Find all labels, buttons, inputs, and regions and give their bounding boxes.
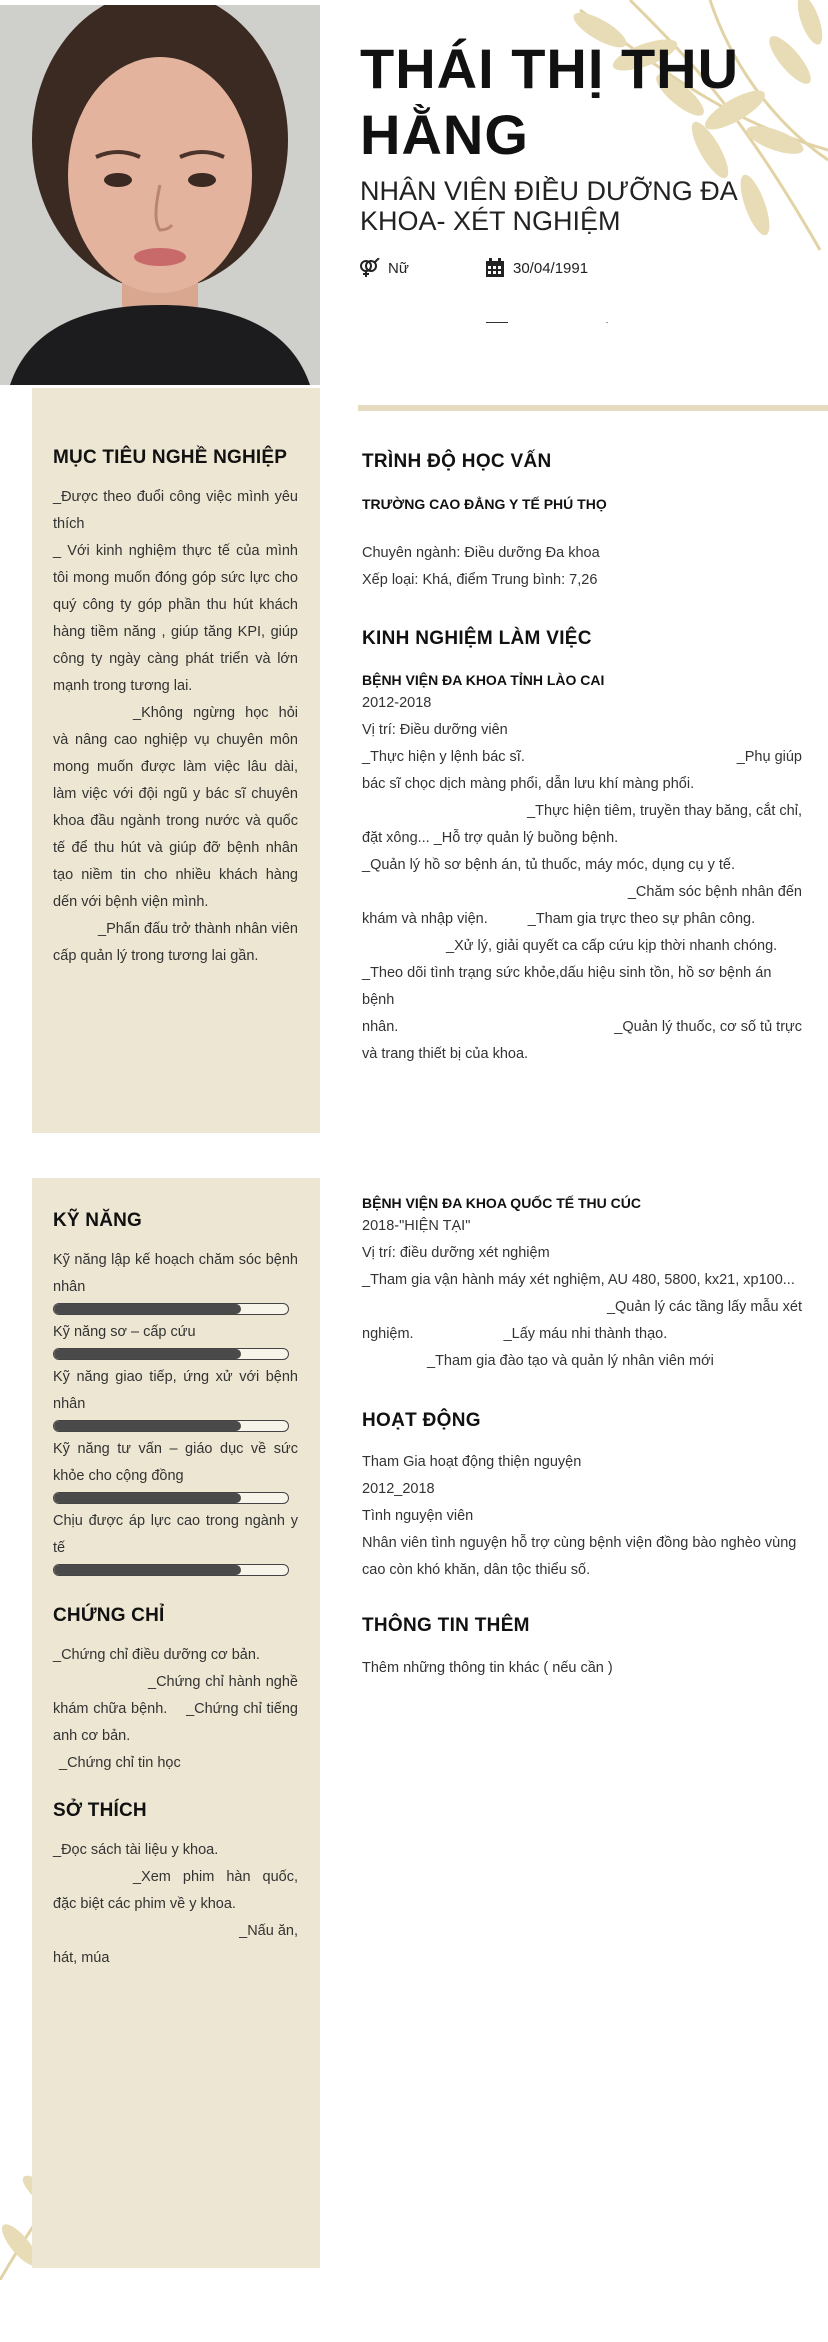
skill-bar-fill bbox=[54, 1349, 241, 1359]
job2-line: nghiệm. _Lấy máu nhi thành thạo. bbox=[362, 1326, 668, 1342]
gender-icon bbox=[358, 258, 380, 278]
skill-bar-fill bbox=[54, 1565, 241, 1575]
skill-label: Kỹ năng lập kế hoạch chăm sóc bệnh nhân bbox=[53, 1252, 298, 1295]
birthdate-value: 30/04/1991 bbox=[513, 259, 589, 277]
activity-line: Tham Gia hoạt động thiện nguyện bbox=[362, 1454, 582, 1470]
skill-item bbox=[53, 1508, 298, 1576]
birthdate-info bbox=[485, 258, 588, 278]
education-major: Chuyên ngành: Điều dưỡng Đa khoa bbox=[362, 545, 600, 561]
decorative-dot bbox=[606, 322, 608, 323]
objective-p1: _Được theo đuổi công việc mình yêu thích bbox=[53, 489, 298, 532]
job2-period: 2018-"HIỆN TẠI" bbox=[362, 1218, 471, 1234]
job1-period: 2012-2018 bbox=[362, 695, 432, 711]
job1-line: _Theo dõi tình trạng sức khỏe,dấu hiệu sinh tồn, hồ sơ bệnh án bệnh bbox=[362, 965, 772, 1008]
activities-heading: HOẠT ĐỘNG bbox=[362, 1410, 481, 1431]
objective-p2: _ Với kinh nghiệm thực tế của mình tôi mong muốn đóng góp sức lực cho quý công ty góp phần thu hút khách hàng tiềm năng , giúp tăng KPI, giúp công ty ngày càng phát triển và lớn mạnh trong tương lai. bbox=[53, 543, 298, 694]
certificate-item: _Chứng chỉ điều dưỡng cơ bản. bbox=[53, 1647, 260, 1663]
hobby-item: _Nấu ăn, bbox=[239, 1923, 298, 1939]
job1-line: _Thực hiện tiêm, truyền thay băng, cắt chỉ, bbox=[527, 803, 802, 819]
skill-bar bbox=[53, 1492, 289, 1504]
full-name: THÁI THỊ THU HẰNG bbox=[360, 37, 740, 166]
header-divider bbox=[358, 405, 828, 411]
job2-position: Vị trí: điều dưỡng xét nghiệm bbox=[362, 1245, 550, 1261]
certificate-item: _Chứng chỉ tiếng anh cơ bản. bbox=[53, 1701, 298, 1744]
education-heading: TRÌNH ĐỘ HỌC VẤN bbox=[362, 451, 552, 472]
objective-p3: _Không ngừng học hỏi và nâng cao nghiệp vụ chuyên môn mong muốn được làm việc lâu dài, làm việc với đội ngũ y bác sĩ chuyên khoa đầu ngành trong nước và quốc tế để thu hút và giúp đỡ bệnh nhân tạo niềm tin cho nhiều khách hàng dến với bệnh viện mình. bbox=[53, 705, 298, 910]
certificates-text bbox=[53, 1642, 298, 1777]
extra-info-heading: THÔNG TIN THÊM bbox=[362, 1615, 530, 1636]
skill-item bbox=[53, 1319, 298, 1360]
skills-heading: KỸ NĂNG bbox=[53, 1210, 143, 1231]
skill-item bbox=[53, 1436, 298, 1504]
activity-line: Tình nguyện viên bbox=[362, 1508, 474, 1524]
job2-details bbox=[362, 1213, 802, 1375]
job1-position: Vị trí: Điều dưỡng viên bbox=[362, 722, 508, 738]
certificate-item: _Chứng chỉ hành nghề khám chữa bệnh. _Chứng chỉ tiếng anh cơ bản. bbox=[53, 1674, 298, 1744]
objective-p4: _Phấn đấu trở thành nhân viên cấp quản lý trong tương lai gần. bbox=[53, 921, 298, 964]
school-name: TRƯỜNG CAO ĐẲNG Y TẾ PHÚ THỌ bbox=[362, 496, 607, 512]
job1-line: bác sĩ chọc dịch màng phổi, dẫn lưu khí màng phổi. bbox=[362, 776, 695, 792]
skill-label: Kỹ năng giao tiếp, ứng xử với bệnh nhân bbox=[53, 1369, 298, 1412]
certificate-item: _Chứng chỉ tin học bbox=[59, 1755, 181, 1771]
job1-line: _Quản lý hồ sơ bệnh án, tủ thuốc, máy móc, dụng cụ y tế. bbox=[362, 857, 736, 873]
objective-text bbox=[53, 484, 298, 970]
job1-line: _Xử lý, giải quyết ca cấp cứu kịp thời nhanh chóng. bbox=[446, 938, 778, 954]
job1-line: _Chăm sóc bệnh nhân đến bbox=[627, 884, 802, 900]
skill-bar-fill bbox=[54, 1421, 241, 1431]
experience-heading: KINH NGHIỆM LÀM VIỆC bbox=[362, 628, 592, 649]
job2-org: BỆNH VIỆN ĐA KHOA QUỐC TẾ THU CÚC bbox=[362, 1195, 641, 1211]
hobby-item: hát, múa bbox=[53, 1950, 110, 1966]
job1-line: nhân. _Quản lý thuốc, cơ số tủ trực bbox=[362, 1019, 802, 1035]
job2-line: _Tham gia đào tạo và quản lý nhân viên mới bbox=[427, 1353, 714, 1369]
job1-org: BỆNH VIỆN ĐA KHOA TỈNH LÀO CAI bbox=[362, 672, 605, 688]
hobby-item: _Xem phim hàn quốc, đặc biệt các phim về y khoa. bbox=[53, 1869, 298, 1912]
skill-bar-fill bbox=[54, 1304, 241, 1314]
calendar-icon bbox=[485, 258, 505, 278]
job-title: NHÂN VIÊN ĐIỀU DƯỠNG ĐA KHOA- XÉT NGHIỆM bbox=[360, 176, 737, 236]
job2-line: _Quản lý các tầng lấy mẫu xét bbox=[606, 1299, 802, 1315]
profile-photo bbox=[0, 5, 320, 385]
skill-label: Kỹ năng tư vấn – giáo dục về sức khỏe cho cộng đồng bbox=[53, 1441, 298, 1484]
objective-heading: MỤC TIÊU NGHỀ NGHIỆP bbox=[53, 447, 288, 468]
certificates-heading: CHỨNG CHỈ bbox=[53, 1605, 165, 1626]
gender-value: Nữ bbox=[388, 259, 409, 277]
job1-line: khám và nhập viện. _Tham gia trực theo sự phân công. bbox=[362, 911, 756, 927]
skill-bar bbox=[53, 1420, 289, 1432]
activities-details bbox=[362, 1449, 802, 1584]
job1-line: đặt xông... _Hỗ trợ quản lý buồng bệnh. bbox=[362, 830, 619, 846]
skill-label: Kỹ năng sơ – cấp cứu bbox=[53, 1324, 196, 1340]
hobbies-text bbox=[53, 1837, 298, 1972]
job1-details bbox=[362, 690, 802, 1068]
education-details bbox=[362, 540, 802, 594]
skill-label: Chịu được áp lực cao trong ngành y tế bbox=[53, 1513, 298, 1556]
hobby-item: _Đọc sách tài liệu y khoa. bbox=[53, 1842, 219, 1858]
activity-line: 2012_2018 bbox=[362, 1481, 435, 1497]
job1-line: _Thực hiện y lệnh bác sĩ. _Phụ giúp bbox=[362, 749, 802, 765]
decorative-dash bbox=[486, 322, 508, 323]
education-grade: Xếp loại: Khá, điểm Trung bình: 7,26 bbox=[362, 572, 598, 588]
job2-line: _Tham gia vận hành máy xét nghiệm, AU 480, 5800, kx21, xp100... bbox=[362, 1272, 795, 1288]
skill-bar-fill bbox=[54, 1493, 241, 1503]
job1-line: và trang thiết bị của khoa. bbox=[362, 1046, 529, 1062]
skill-bar bbox=[53, 1564, 289, 1576]
gender-info bbox=[358, 258, 409, 278]
skill-item bbox=[53, 1247, 298, 1315]
activity-line: Nhân viên tình nguyện hỗ trợ cùng bệnh viện đồng bào nghèo vùng cao còn khó khăn, dân tộc thiểu số. bbox=[362, 1535, 797, 1578]
hobbies-heading: SỞ THÍCH bbox=[53, 1800, 147, 1821]
skill-bar bbox=[53, 1303, 289, 1315]
extra-info-text: Thêm những thông tin khác ( nếu cần ) bbox=[362, 1660, 613, 1676]
skill-bar bbox=[53, 1348, 289, 1360]
skill-item bbox=[53, 1364, 298, 1432]
